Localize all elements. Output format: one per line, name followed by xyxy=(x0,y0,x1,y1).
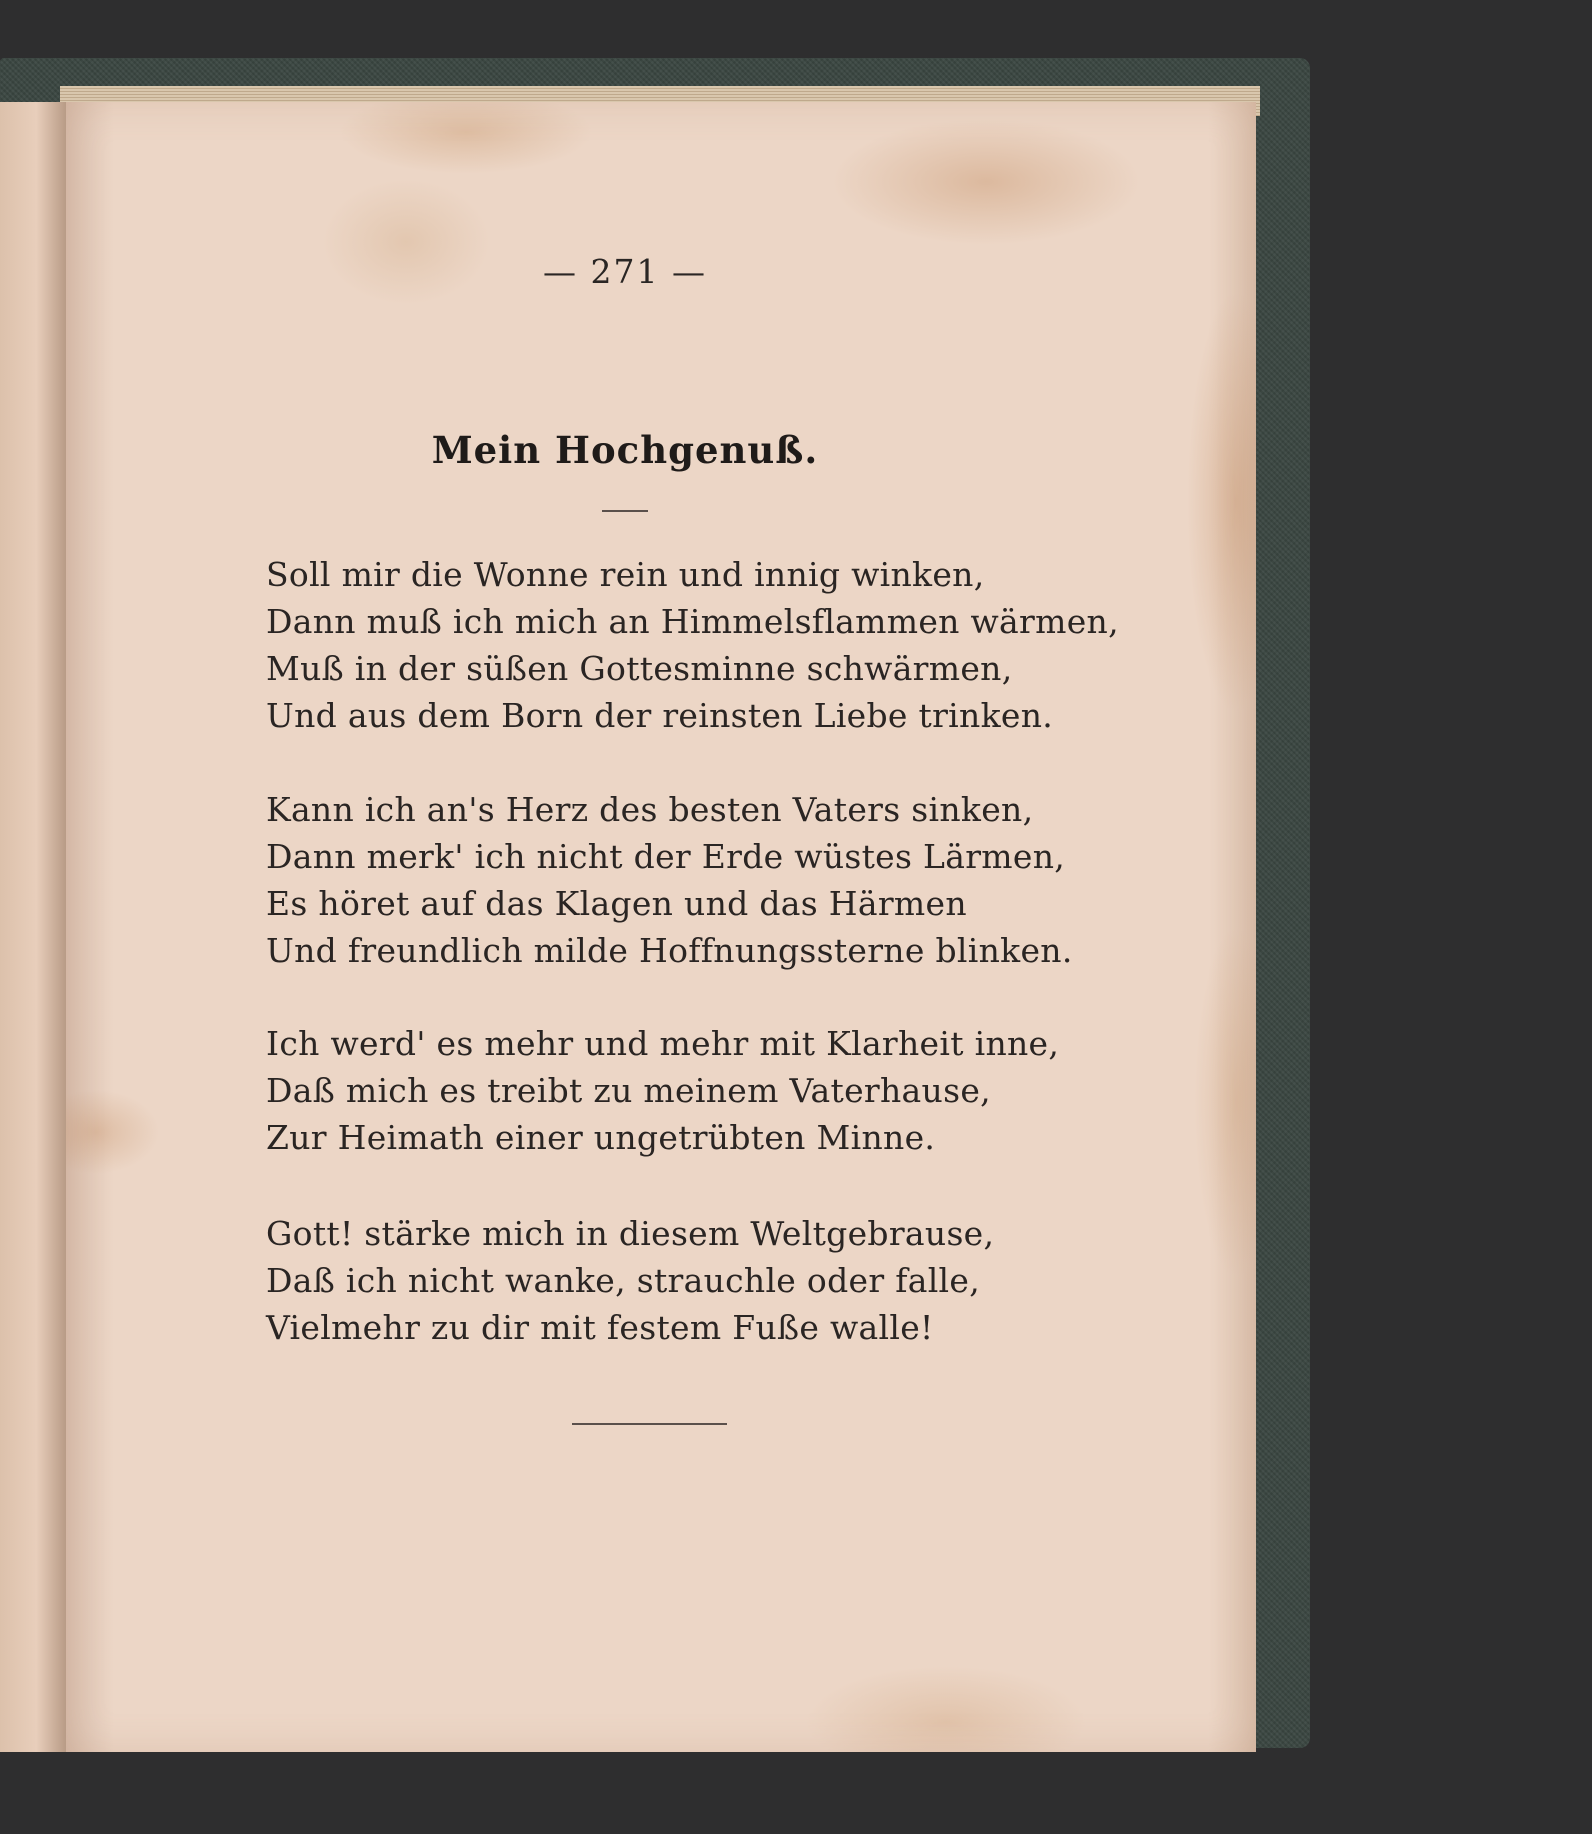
stanza-3 xyxy=(266,1020,1066,1161)
poem-line: Dann muß ich mich an Himmelsflammen wärmen, xyxy=(266,602,1119,641)
title-divider xyxy=(602,510,648,512)
poem-line: Daß ich nicht wanke, strauchle oder falle, xyxy=(266,1261,981,1300)
poem-line: Vielmehr zu dir mit festem Fuße walle! xyxy=(266,1308,934,1347)
left-page-edge xyxy=(0,102,66,1752)
poem-line: Zur Heimath einer ungetrübten Minne. xyxy=(266,1118,936,1157)
poem-line: Daß mich es treibt zu meinem Vaterhause, xyxy=(266,1071,991,1110)
poem-line: Und aus dem Born der reinsten Liebe trinken. xyxy=(266,696,1054,735)
stanza-4 xyxy=(266,1210,1066,1351)
poem-title: Mein Hochgenuß. xyxy=(431,428,819,472)
poem-line: Dann merk' ich nicht der Erde wüstes Lärmen, xyxy=(266,837,1066,876)
page-number: — 271 — xyxy=(543,252,707,291)
poem-line: Kann ich an's Herz des besten Vaters sinken, xyxy=(266,790,1034,829)
poem-line: Es höret auf das Klagen und das Härmen xyxy=(266,884,967,923)
stanza-2 xyxy=(266,786,1073,974)
poem-line: Soll mir die Wonne rein und innig winken, xyxy=(266,555,985,594)
poem-line: Und freundlich milde Hoffnungssterne blinken. xyxy=(266,931,1073,970)
poem-line: Gott! stärke mich in diesem Weltgebrause, xyxy=(266,1214,995,1253)
poem-line: Ich werd' es mehr und mehr mit Klarheit inne, xyxy=(266,1024,1060,1063)
stanza-1 xyxy=(266,551,1119,739)
end-divider xyxy=(572,1423,727,1425)
poem-line: Muß in der süßen Gottesminne schwärmen, xyxy=(266,649,1013,688)
